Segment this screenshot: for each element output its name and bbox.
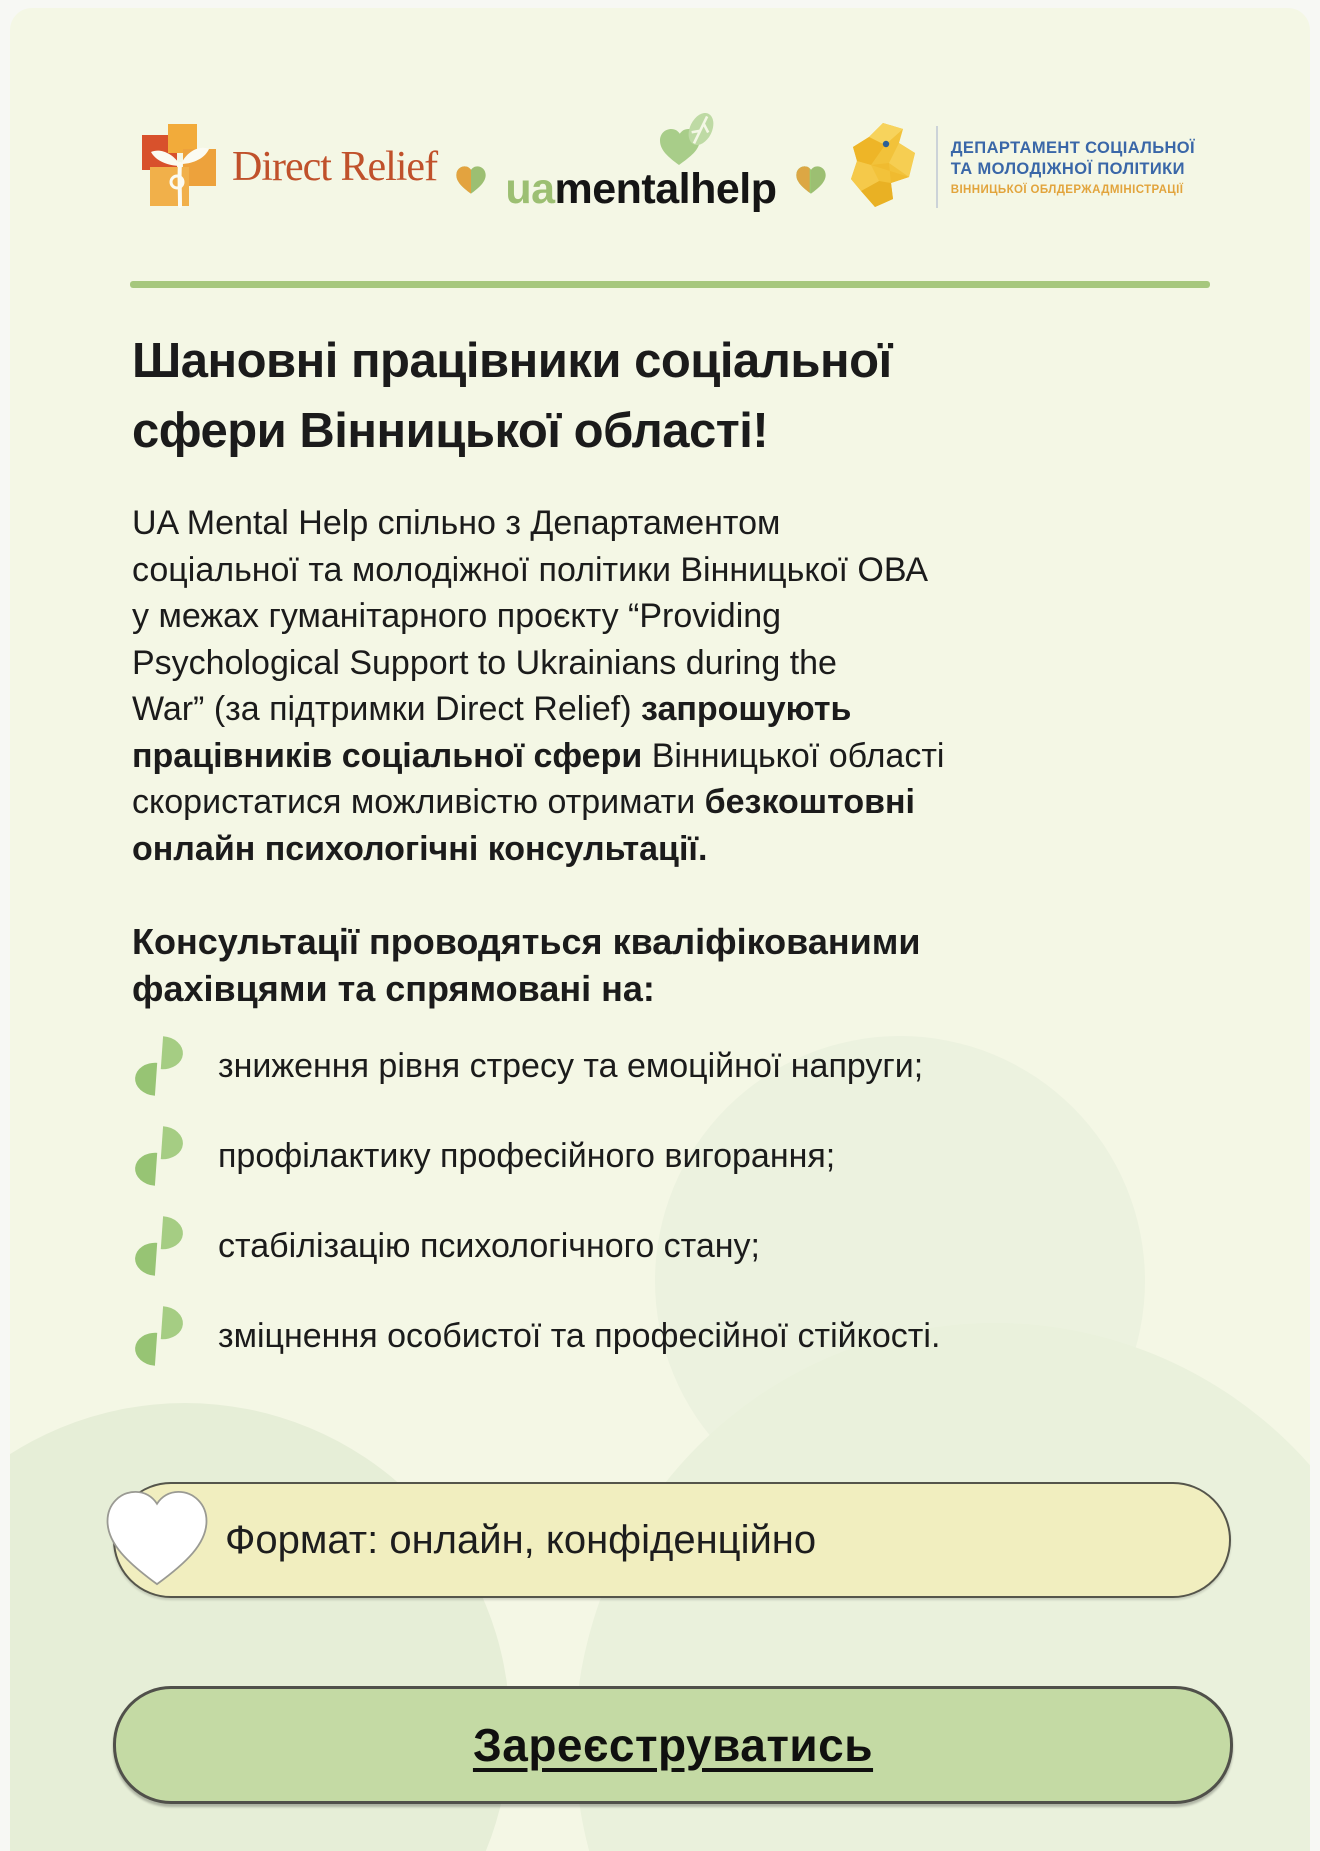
list-item	[132, 1124, 1212, 1188]
double-leaf-icon	[132, 1304, 188, 1368]
list-item	[132, 1304, 1212, 1368]
bullet-list	[132, 1034, 1212, 1394]
department-logo-text	[951, 138, 1195, 196]
list-item	[132, 1214, 1212, 1278]
uamentalhelp-wordmark	[505, 165, 776, 213]
register-button-label: Зареєструватись	[472, 1719, 874, 1771]
direct-relief-mark-icon	[140, 122, 218, 213]
department-logo-divider	[936, 126, 938, 208]
department-name-line3: ВІННИЦЬКОЇ ОБЛДЕРЖАДМІНІСТРАЦІЇ	[950, 184, 1184, 196]
double-leaf-icon	[132, 1214, 188, 1278]
bullet-text: зміцнення особистої та професійної стійкості.	[218, 1316, 941, 1355]
subheading: Консультації проводяться кваліфікованими фахівцями та спрямовані на:	[132, 921, 921, 1009]
register-button[interactable]	[113, 1686, 1233, 1804]
green-heart-leaf-icon	[657, 113, 719, 174]
white-heart-icon	[103, 1486, 211, 1595]
direct-relief-wordmark: Direct Relief	[232, 144, 438, 190]
page-title: Шановні працівники соціальної сфери Вінницької області!	[132, 334, 892, 458]
bullet-text: профілактику професійного вигорання;	[218, 1136, 836, 1175]
double-leaf-icon	[132, 1034, 188, 1098]
department-name-line1: ДЕПАРТАМЕНТ СОЦІАЛЬНОЇ	[950, 139, 1195, 157]
intro-paragraph: UA Mental Help спільно з Департаментом соціальної та молодіжної політики Вінницької ОВА у межах гуманітарного проєкту “Providing Psychological Support to Ukrainians during the War” (за підтримки Direct Relief) запрошують працівників соціальної сфери Вінницької області скористатися можливістю отримати безкоштовні онлайн психологічні консультації.	[132, 504, 945, 868]
bullet-text: стабілізацію психологічного стану;	[218, 1226, 760, 1265]
uamentalhelp-logo	[505, 121, 776, 214]
yellow-region-map-icon	[845, 119, 923, 216]
uamentalhelp-rest-text: mentalhelp	[554, 164, 777, 213]
green-divider-line	[130, 281, 1210, 288]
direct-relief-logo	[140, 122, 437, 213]
flyer-card	[10, 8, 1310, 1851]
double-leaf-icon	[132, 1124, 188, 1188]
bullet-text: зниження рівня стресу та емоційної напруги;	[218, 1046, 924, 1085]
two-tone-heart-icon	[455, 165, 487, 195]
list-item	[132, 1034, 1212, 1098]
department-name-line2: ТА МОЛОДІЖНОЇ ПОЛІТИКИ	[950, 160, 1185, 178]
department-logo	[845, 119, 1195, 216]
format-info-pill	[113, 1482, 1231, 1598]
header-logos	[140, 106, 1195, 228]
two-tone-heart-icon	[795, 165, 827, 195]
format-label: Формат: онлайн, конфіденційно	[225, 1517, 817, 1562]
uamentalhelp-ua-text: ua	[505, 164, 555, 213]
